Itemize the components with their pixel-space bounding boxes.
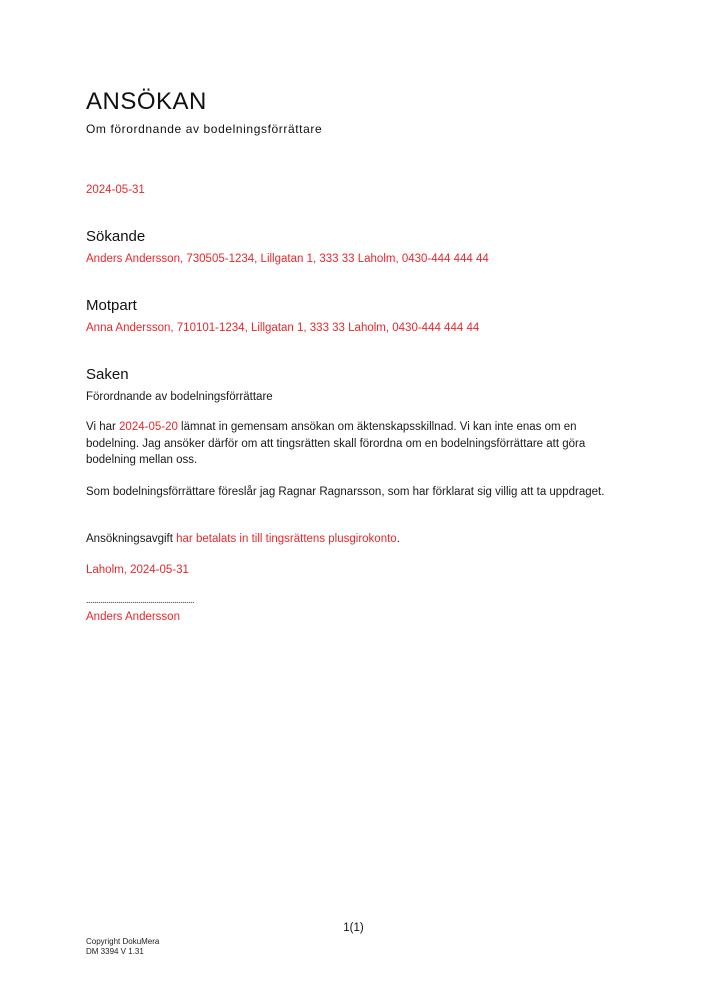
footer-version: DM 3394 V 1.31: [86, 947, 144, 956]
para3-red: har betalats in till tingsrättens plusgirokonto: [176, 533, 397, 545]
para3-suffix: .: [396, 533, 400, 545]
saken-heading: Saken: [86, 366, 129, 383]
saken-subject: Förordnande av bodelningsförrättare: [86, 391, 273, 403]
document-title: ANSÖKAN: [86, 88, 207, 115]
motpart-details: Anna Andersson, 710101-1234, Lillgatan 1, 333 33 Laholm, 0430-444 444 44: [86, 322, 480, 334]
sokande-details: Anders Andersson, 730505-1234, Lillgatan 1, 333 33 Laholm, 0430-444 444 44: [86, 253, 489, 265]
page-number: 1(1): [343, 922, 364, 934]
paragraph-fee: [86, 531, 626, 548]
signature-name: Anders Andersson: [86, 611, 180, 623]
sokande-heading: Sökande: [86, 228, 146, 245]
footer-copyright: Copyright DokuMera: [86, 937, 160, 946]
para3-prefix: Ansökningsavgift: [86, 533, 177, 545]
paragraph-proposal: Som bodelningsförrättare föreslår jag Ragnar Ragnarsson, som har förklarat sig villig att ta uppdraget.: [86, 486, 605, 498]
signature-place-date: Laholm, 2024-05-31: [86, 564, 189, 576]
document-date: 2024-05-31: [86, 184, 145, 196]
para1-prefix: Vi har: [86, 421, 120, 433]
document-subtitle: Om förordnande av bodelningsförrättare: [86, 122, 323, 136]
para1-date: 2024-05-20: [119, 421, 178, 433]
motpart-heading: Motpart: [86, 297, 137, 314]
signature-line: ......................................................: [86, 595, 195, 605]
paragraph-background: [86, 419, 626, 469]
para1-rest: lämnat in gemensam ansökan om äktenskapsskillnad. Vi kan inte enas om en bodelning. Jag ansöker därför om att tingsrätten skall förordna om en bodelningsförrättare att göra bodelning mellan oss.: [86, 421, 586, 466]
